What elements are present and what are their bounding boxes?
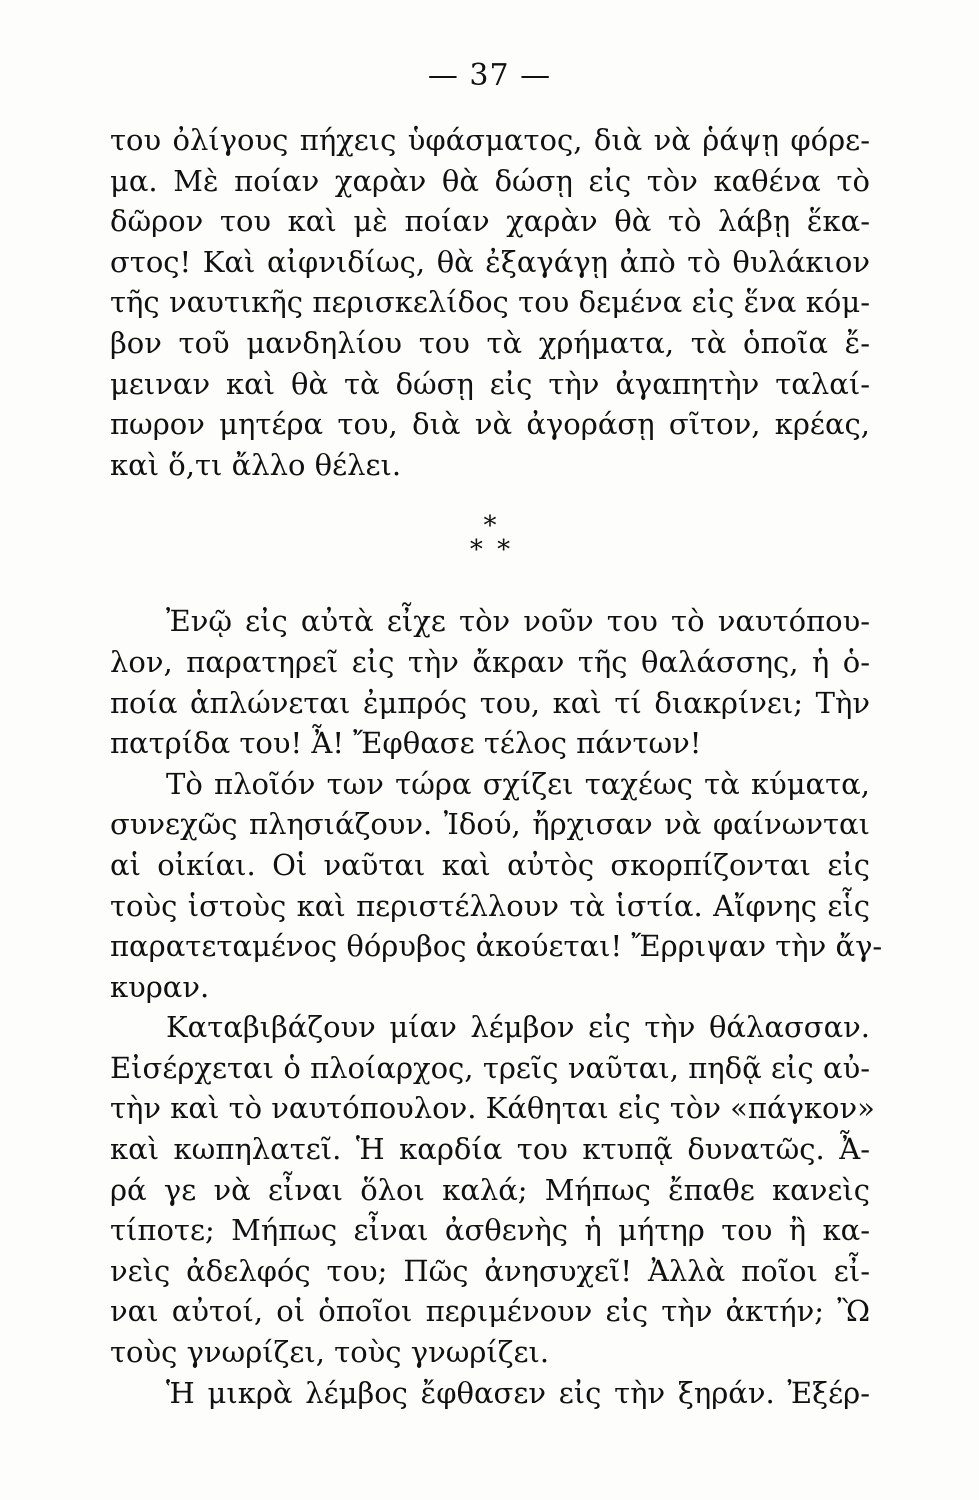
text-line: Ἐνῷ εἰς αὐτὰ εἶχε τὸν νοῦν του τὸ ναυτόπου- xyxy=(166,604,870,639)
text-line: πωρον μητέρα του, διὰ νὰ ἀγοράσῃ σῖτον, κρέας, xyxy=(110,407,870,442)
asterism-separator xyxy=(110,485,870,601)
text-line: τῆς ναυτικῆς περισκελίδος του δεμένα εἰς ἕνα κόμ- xyxy=(110,285,870,320)
paragraph-2 xyxy=(110,601,870,763)
text-line: κυραν. xyxy=(110,969,210,1004)
paragraph-3 xyxy=(110,764,883,1008)
text-line: συνεχῶς πλησιάζουν. Ἰδού, ἤρχισαν νὰ φαίνωνται xyxy=(110,807,870,842)
text-line: νεὶς ἀδελφός του; Πῶς ἀνησυχεῖ! Ἀλλὰ ποῖοι εἶ- xyxy=(110,1253,870,1288)
text-line: Εἰσέρχεται ὁ πλοίαρχος, τρεῖς ναῦται, πηδᾷ εἰς αὐ- xyxy=(110,1050,870,1085)
text-line: στος! Καὶ αἰφνιδίως, θὰ ἐξαγάγῃ ἀπὸ τὸ θυλάκιον xyxy=(110,244,870,279)
body-text xyxy=(110,120,883,1413)
text-line: τοὺς γνωρίζει, τοὺς γνωρίζει. xyxy=(110,1335,550,1370)
asterism-bottom: * * xyxy=(469,535,511,566)
paragraph-4 xyxy=(110,1007,875,1372)
text-line: ποία ἁπλώνεται ἐμπρός του, καὶ τί διακρίνει; Τὴν xyxy=(110,685,870,720)
text-line: ναι αὐτοί, οἱ ὁποῖοι περιμένουν εἰς τὴν ἀκτήν; Ὢ xyxy=(110,1294,870,1329)
asterism-top: * xyxy=(483,511,497,542)
text-line: καὶ ὅ,τι ἄλλο θέλει. xyxy=(110,447,402,482)
text-line: μειναν καὶ θὰ τὰ δώσῃ εἰς τὴν ἀγαπητὴν ταλαί- xyxy=(110,366,870,401)
text-line: παρατεταμένος θόρυβος ἀκούεται! Ἔρριψαν τὴν ἄγ- xyxy=(110,929,883,964)
text-line: τοὺς ἱστοὺς καὶ περιστέλλουν τὰ ἱστία. Αἴφνης εἷς xyxy=(110,888,870,923)
text-line: Καταβιβάζουν μίαν λέμβον εἰς τὴν θάλασσαν. xyxy=(166,1010,870,1045)
text-line: τίποτε; Μήπως εἶναι ἀσθενὴς ἡ μήτηρ του ἢ κα- xyxy=(110,1213,870,1248)
text-line: λον, παρατηρεῖ εἰς τὴν ἄκραν τῆς θαλάσσης, ἡ ὁ- xyxy=(110,644,870,679)
text-line: αἱ οἰκίαι. Οἱ ναῦται καὶ αὐτὸς σκορπίζονται εἰς xyxy=(110,847,870,882)
text-line: ρά γε νὰ εἶναι ὅλοι καλά; Μήπως ἔπαθε κανεὶς xyxy=(110,1172,870,1207)
page-number: — 37 — xyxy=(427,58,552,93)
paragraph-1 xyxy=(110,120,870,485)
text-line: πατρίδα του! Ἆ! Ἔφθασε τέλος πάντων! xyxy=(110,726,702,761)
text-line: Τὸ πλοῖόν των τώρα σχίζει ταχέως τὰ κύματα, xyxy=(166,766,870,801)
paragraph-5 xyxy=(110,1373,870,1414)
text-line: βον τοῦ μανδηλίου του τὰ χρήματα, τὰ ὁποῖα ἔ- xyxy=(110,325,870,360)
text-line: του ὀλίγους πήχεις ὑφάσματος, διὰ νὰ ῥάψῃ φόρε- xyxy=(110,123,870,157)
text-line: καὶ κωπηλατεῖ. Ἡ καρδία του κτυπᾷ δυνατῶς. Ἆ- xyxy=(110,1132,870,1167)
text-line: δῶρον του καὶ μὲ ποίαν χαρὰν θὰ τὸ λάβῃ ἕκα- xyxy=(110,204,870,239)
text-line: τὴν καὶ τὸ ναυτόπουλον. Κάθηται εἰς τὸν «πάγκον» xyxy=(110,1091,875,1126)
text-line: Ἡ μικρὰ λέμβος ἔφθασεν εἰς τὴν ξηράν. Ἐξέρ- xyxy=(166,1375,870,1410)
text-line: μα. Μὲ ποίαν χαρὰν θὰ δώσῃ εἰς τὸν καθένα τὸ xyxy=(110,163,870,198)
